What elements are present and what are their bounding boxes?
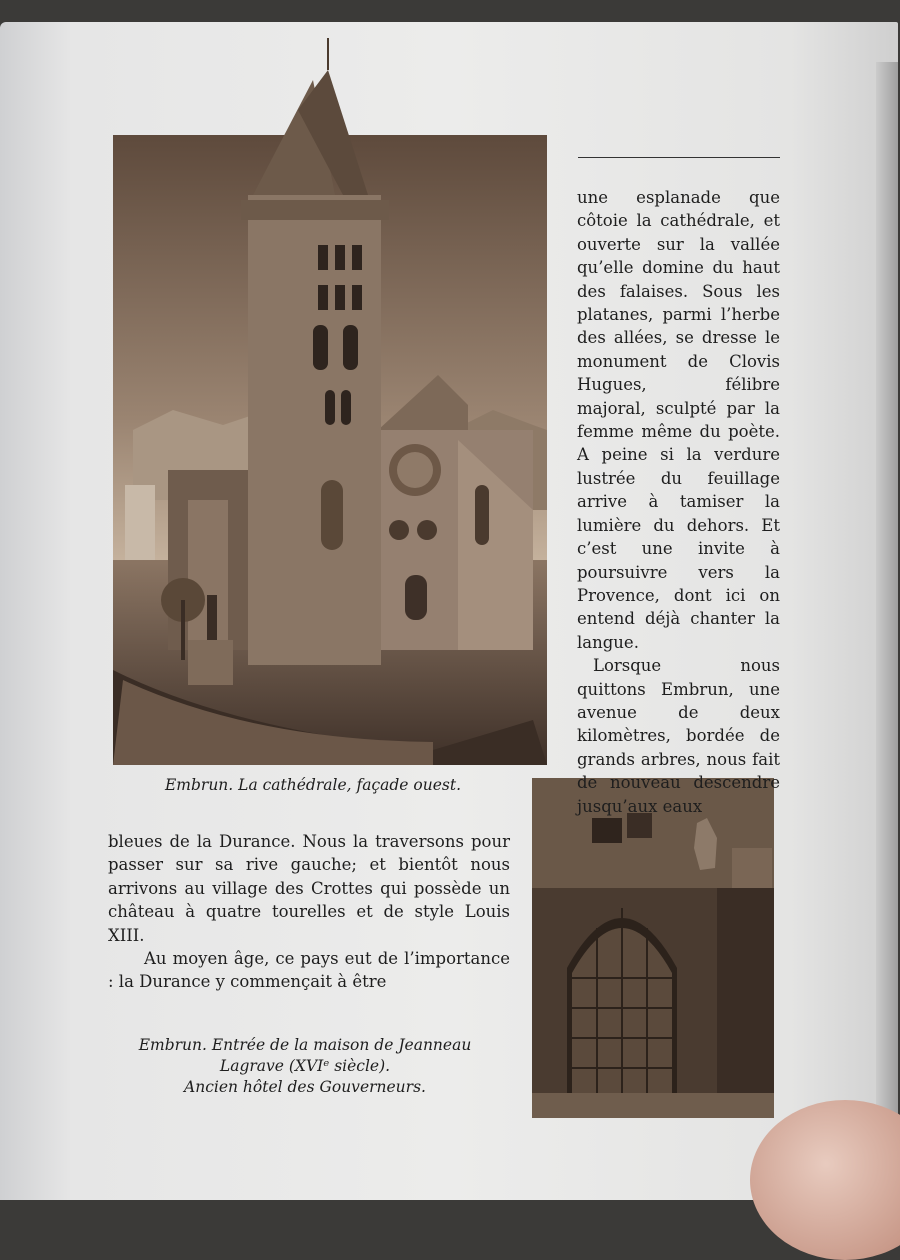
right-column-text <box>577 186 780 818</box>
column-rule <box>578 157 780 158</box>
door-photo <box>532 778 774 1118</box>
book-spine <box>876 62 898 1222</box>
door-caption-line-3: Ancien hôtel des Gouverneurs. <box>184 1078 426 1096</box>
right-paragraph-1: une esplanade que côtoie la cathédrale, et ouverte sur la vallée qu’elle domine du haut des falaises. Sous les platanes, parmi l’herbe des allées, se dresse le monument de Clovis Hugues, félibre majoral, sculpté par la femme même du poète. A peine si la verdure lustrée du feuillage arrive à tamiser la lumière du dehors. Et c’est une invite à poursuivre vers la Provence, dont ici on entend déjà chanter la langue. <box>577 188 780 652</box>
left-paragraph-2: Au moyen âge, ce pays eut de l’importance : la Durance y commençait à être <box>108 949 510 992</box>
left-paragraph-1: bleues de la Durance. Nous la traversons pour passer sur sa rive gauche; et bientôt nous arrivons au village des Crottes qui possède un château à quatre tourelles et de style Louis XIII. <box>108 832 510 945</box>
cathedral-caption: Embrun. La cathédrale, façade ouest. <box>164 776 461 794</box>
cathedral-photo <box>113 30 547 765</box>
left-column-text <box>108 830 510 994</box>
right-paragraph-2: Lorsque nous quittons Embrun, une avenue de deux kilomètres, bordée de grands arbres, nous fait de nouveau descendre jusqu’aux eaux <box>577 656 780 816</box>
door-caption-line-1: Embrun. Entrée de la maison de Jeanneau <box>138 1036 472 1054</box>
door-caption <box>95 1035 515 1098</box>
door-caption-line-2: Lagrave (XVIᵉ siècle). <box>219 1057 391 1075</box>
